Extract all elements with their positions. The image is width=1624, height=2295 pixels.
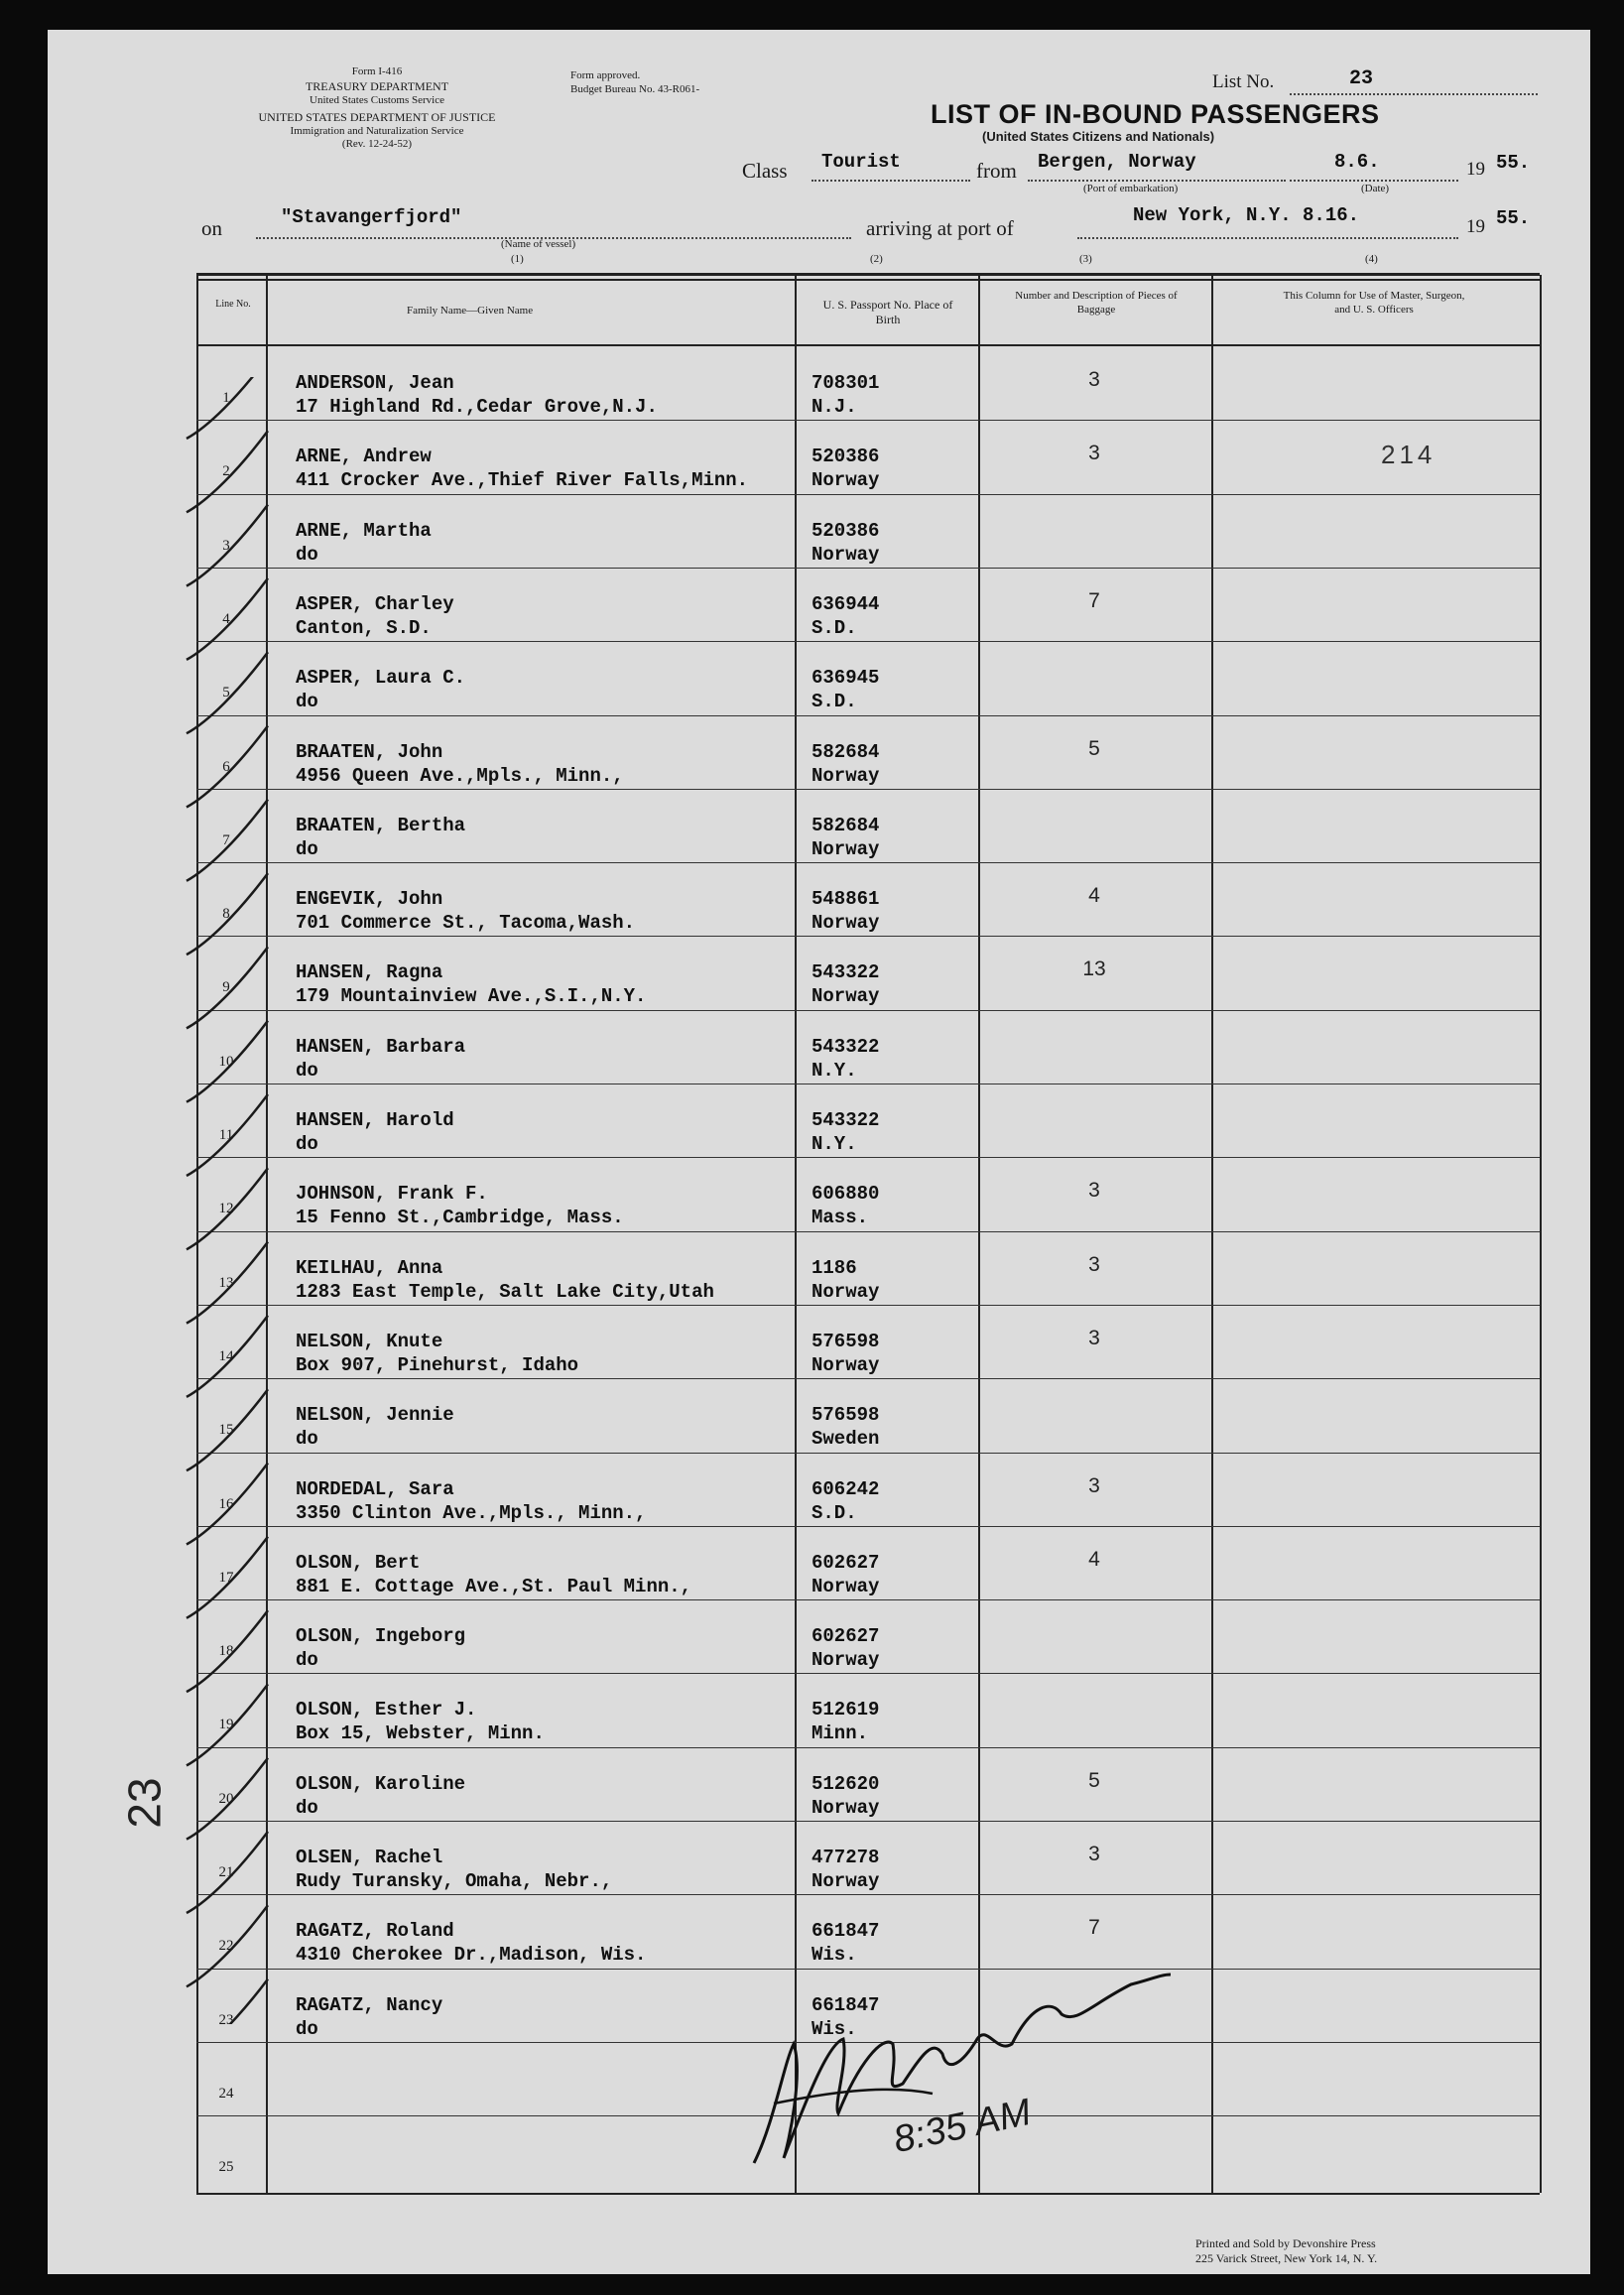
passenger-name: RAGATZ, Nancy [296, 1993, 443, 2016]
table-row [196, 641, 1540, 714]
passport-number: 512619 [812, 1699, 880, 1721]
place-of-birth: Norway [812, 1280, 880, 1303]
passport-number: 582684 [812, 814, 880, 836]
check-mark [187, 505, 268, 586]
check-mark [187, 1979, 268, 2024]
place-of-birth: Mass. [812, 1207, 869, 1229]
place-of-birth: Norway [812, 985, 880, 1008]
line-number: 23 [218, 2011, 234, 2028]
customs-service: United States Customs Service [310, 93, 444, 106]
embarkation-port: Bergen, Norway [1038, 151, 1196, 173]
passenger-address: 4956 Queen Ave.,Mpls., Minn., [296, 764, 624, 787]
passenger-address: 17 Highland Rd.,Cedar Grove,N.J. [296, 396, 658, 418]
place-of-birth: Norway [812, 764, 880, 787]
col-num-2: (2) [870, 253, 883, 265]
table-row [196, 1010, 1540, 1084]
check-mark [187, 1021, 268, 1102]
check-mark [187, 947, 268, 1028]
table-row [196, 1305, 1540, 1378]
printer-name: Printed and Sold by Devonshire Press [1195, 2236, 1376, 2250]
line-number: 24 [218, 2085, 234, 2102]
place-of-birth: Norway [812, 1353, 880, 1376]
list-no-label: List No. [1212, 71, 1275, 92]
baggage-count: 7 [1088, 588, 1100, 612]
year-value-2: 55. [1496, 207, 1531, 229]
line-number: 3 [222, 537, 230, 554]
passport-number: 602627 [812, 1551, 880, 1574]
arrival-port: New York, N.Y. 8.16. [1133, 204, 1360, 226]
passenger-name: BRAATEN, John [296, 740, 443, 763]
table-row [196, 346, 1540, 420]
passenger-address: 3350 Clinton Ave.,Mpls., Minn., [296, 1501, 647, 1524]
form-block [198, 65, 556, 152]
passport-number: 520386 [812, 446, 880, 468]
check-mark [187, 1610, 268, 1692]
passport-number: 1186 [812, 1256, 857, 1279]
table-row [196, 1157, 1540, 1230]
passenger-name: ARNE, Andrew [296, 446, 432, 468]
passport-number: 582684 [812, 740, 880, 763]
line-number: 19 [218, 1717, 234, 1733]
passport-number: 636945 [812, 667, 880, 690]
check-mark [187, 1389, 268, 1470]
table-row [196, 1231, 1540, 1305]
passenger-address: do [296, 1133, 318, 1155]
check-mark [187, 431, 268, 512]
passenger-address: 179 Mountainview Ave.,S.I.,N.Y. [296, 985, 647, 1008]
passenger-name: HANSEN, Barbara [296, 1035, 466, 1058]
col-header-baggage: Number and Description of Pieces of Baggage [1015, 290, 1178, 316]
passenger-name: NORDEDAL, Sara [296, 1477, 454, 1500]
baggage-count: 3 [1088, 368, 1100, 391]
place-of-birth: N.J. [812, 396, 857, 418]
passenger-name: NELSON, Jennie [296, 1404, 454, 1427]
check-mark [187, 1168, 268, 1249]
check-mark [187, 1905, 268, 1986]
passenger-name: OLSON, Bert [296, 1551, 421, 1574]
place-of-birth: N.Y. [812, 1059, 857, 1082]
place-of-birth: Norway [812, 469, 880, 492]
embarkation-date: 8.6. [1334, 151, 1380, 173]
table-row [196, 494, 1540, 568]
passport-number: 661847 [812, 1993, 880, 2016]
place-of-birth: Norway [812, 912, 880, 935]
page-title: LIST OF IN-BOUND PASSENGERS [931, 99, 1380, 129]
table-row [196, 1526, 1540, 1599]
place-of-birth: Minn. [812, 1722, 869, 1745]
embarkation-caption: (Port of embarkation) [1083, 183, 1179, 194]
printer-address: 225 Varick Street, New York 14, N. Y. [1195, 2251, 1378, 2265]
table-row [196, 1084, 1540, 1157]
col-header-passport: U. S. Passport No. Place of Birth [822, 298, 953, 326]
check-mark [187, 800, 268, 881]
ins-service: Immigration and Naturalization Service [290, 124, 464, 137]
line-number: 11 [218, 1127, 234, 1143]
baggage-count: 13 [1082, 957, 1106, 981]
table-row [196, 1378, 1540, 1452]
margin-page-number: 23 [118, 1777, 171, 1829]
passport-number: 708301 [812, 372, 880, 394]
table-row [196, 1673, 1540, 1746]
passenger-name: ASPER, Laura C. [296, 667, 466, 690]
passport-number: 543322 [812, 961, 880, 984]
check-mark [187, 726, 268, 808]
check-mark [187, 1094, 268, 1176]
passenger-name: NELSON, Knute [296, 1330, 443, 1352]
vessel-caption: (Name of vessel) [501, 238, 576, 250]
baggage-count: 3 [1088, 442, 1100, 465]
passenger-address: 1283 East Temple, Salt Lake City,Utah [296, 1280, 714, 1303]
check-mark [187, 578, 268, 660]
table-row [196, 568, 1540, 641]
on-label: on [201, 216, 222, 240]
baggage-count: 3 [1088, 1326, 1100, 1349]
passport-number: 661847 [812, 1920, 880, 1943]
justice-dept: UNITED STATES DEPARTMENT OF JUSTICE [258, 109, 496, 124]
col-header-name: Family Name—Given Name [407, 305, 534, 317]
line-number: 6 [222, 758, 230, 775]
passport-number: 576598 [812, 1330, 880, 1352]
passenger-name: BRAATEN, Bertha [296, 814, 466, 836]
printer-info [1195, 2236, 1377, 2266]
page-subtitle: (United States Citizens and Nationals) [982, 129, 1215, 144]
baggage-count: 3 [1088, 1473, 1100, 1497]
check-mark [187, 1316, 268, 1397]
check-mark [187, 1832, 268, 1913]
passenger-address: do [296, 837, 318, 860]
line-number: 25 [218, 2159, 234, 2176]
col-num-1: (1) [511, 253, 524, 265]
line-number: 12 [218, 1201, 234, 1217]
passenger-name: HANSEN, Harold [296, 1109, 454, 1131]
check-mark [187, 1537, 268, 1618]
line-number: 4 [222, 610, 230, 627]
year-prefix-2: 19 [1466, 216, 1485, 237]
passport-number: 606242 [812, 1477, 880, 1500]
line-number: 18 [218, 1643, 234, 1660]
check-mark [187, 873, 268, 955]
place-of-birth: Norway [812, 1870, 880, 1892]
line-number: 2 [222, 463, 230, 480]
passenger-name: OLSEN, Rachel [296, 1847, 443, 1868]
line-number: 20 [218, 1790, 234, 1807]
table-row [196, 1747, 1540, 1821]
passenger-address: do [296, 1059, 318, 1082]
passenger-address: do [296, 1649, 318, 1672]
passenger-name: KEILHAU, Anna [296, 1256, 443, 1279]
check-mark [187, 1242, 268, 1324]
place-of-birth: Norway [812, 1649, 880, 1672]
passenger-address: do [296, 691, 318, 713]
place-of-birth: S.D. [812, 616, 857, 639]
passenger-address: Box 907, Pinehurst, Idaho [296, 1353, 579, 1376]
baggage-count: 3 [1088, 1179, 1100, 1203]
arrival-time-note: 8:35 AM [890, 2091, 1035, 2162]
treasury-dept: TREASURY DEPARTMENT [305, 78, 449, 93]
place-of-birth: S.D. [812, 1501, 857, 1524]
passenger-address: Box 15, Webster, Minn. [296, 1722, 545, 1745]
col-header-officers: This Column for Use of Master, Surgeon, and U. S. Officers [1283, 290, 1465, 316]
passenger-name: HANSEN, Ragna [296, 961, 443, 984]
inspector-signature [734, 1945, 1181, 2183]
passport-number: 576598 [812, 1404, 880, 1427]
check-mark [187, 377, 268, 439]
date-caption: (Date) [1361, 183, 1390, 194]
baggage-count: 4 [1088, 884, 1100, 908]
line-number: 7 [222, 831, 230, 848]
line-number: 13 [218, 1274, 234, 1291]
passenger-name: ENGEVIK, John [296, 888, 443, 911]
passenger-name: ANDERSON, Jean [296, 372, 454, 394]
place-of-birth: N.Y. [812, 1133, 857, 1155]
table-row [196, 1821, 1540, 1894]
passenger-address: Rudy Turansky, Omaha, Nebr., [296, 1870, 613, 1892]
passenger-address: Canton, S.D. [296, 616, 432, 639]
form-revision: (Rev. 12-24-52) [341, 138, 413, 151]
form-number: Form I-416 [351, 65, 403, 77]
passenger-name: ASPER, Charley [296, 592, 454, 615]
passenger-name: ARNE, Martha [296, 519, 432, 542]
passport-number: 636944 [812, 592, 880, 615]
line-number: 5 [222, 685, 230, 701]
passenger-address: 411 Crocker Ave.,Thief River Falls,Minn. [296, 469, 749, 492]
baggage-count: 7 [1088, 1916, 1100, 1940]
line-number: 21 [218, 1864, 234, 1880]
passenger-name: JOHNSON, Frank F. [296, 1183, 488, 1206]
place-of-birth: Wis. [812, 1944, 857, 1967]
passenger-name: OLSON, Ingeborg [296, 1625, 466, 1648]
year-value: 55. [1496, 152, 1531, 174]
passenger-address: 15 Fenno St.,Cambridge, Mass. [296, 1207, 624, 1229]
check-mark [187, 1684, 268, 1765]
passport-number: 543322 [812, 1035, 880, 1058]
passenger-address: do [296, 2017, 318, 2040]
list-no-value: 23 [1349, 67, 1374, 90]
place-of-birth: Norway [812, 1575, 880, 1597]
passport-number: 606880 [812, 1183, 880, 1206]
passport-number: 512620 [812, 1772, 880, 1795]
passenger-name: RAGATZ, Roland [296, 1920, 454, 1943]
passport-number: 477278 [812, 1847, 880, 1868]
place-of-birth: Norway [812, 837, 880, 860]
line-number: 9 [222, 979, 230, 996]
class-label: Class [742, 159, 788, 183]
passenger-address: 881 E. Cottage Ave.,St. Paul Minn., [296, 1575, 692, 1597]
approval-block [570, 69, 699, 97]
table-row [196, 715, 1540, 789]
budget-bureau: Budget Bureau No. 43-R061- [570, 82, 700, 95]
baggage-count: 4 [1088, 1547, 1100, 1571]
table-row [196, 1599, 1540, 1673]
passport-number: 543322 [812, 1109, 880, 1131]
col-header-line-no: Line No. [215, 299, 251, 310]
passenger-address: do [296, 1796, 318, 1819]
table-row [196, 862, 1540, 936]
line-number: 22 [218, 1938, 234, 1955]
check-mark [187, 652, 268, 733]
line-number: 16 [218, 1495, 234, 1512]
place-of-birth: Wis. [812, 2017, 857, 2040]
col-num-3: (3) [1079, 253, 1092, 265]
place-of-birth: Norway [812, 1796, 880, 1819]
passenger-address: 4310 Cherokee Dr.,Madison, Wis. [296, 1944, 647, 1967]
form-approved: Form approved. [570, 69, 641, 81]
passport-number: 602627 [812, 1625, 880, 1648]
line-number: 17 [218, 1569, 234, 1586]
vessel-name: "Stavangerfjord" [281, 206, 462, 228]
place-of-birth: Norway [812, 543, 880, 566]
passenger-name: OLSON, Esther J. [296, 1699, 477, 1721]
passport-number: 548861 [812, 888, 880, 911]
place-of-birth: S.D. [812, 691, 857, 713]
table-row [196, 1453, 1540, 1526]
line-number: 14 [218, 1347, 234, 1364]
officer-note: 214 [1381, 440, 1437, 469]
line-number: 15 [218, 1422, 234, 1439]
passenger-address: 701 Commerce St., Tacoma,Wash. [296, 912, 636, 935]
baggage-count: 5 [1088, 1768, 1100, 1792]
place-of-birth: Sweden [812, 1428, 880, 1451]
line-number: 1 [222, 390, 230, 406]
passenger-address: do [296, 1428, 318, 1451]
class-value: Tourist [821, 151, 901, 173]
check-mark [187, 1464, 268, 1545]
col-num-4: (4) [1365, 253, 1378, 265]
table-row [196, 420, 1540, 493]
check-mark [187, 1758, 268, 1840]
year-prefix: 19 [1466, 159, 1485, 180]
baggage-count: 3 [1088, 1252, 1100, 1276]
line-number: 10 [218, 1053, 234, 1070]
passenger-address: do [296, 543, 318, 566]
baggage-count: 3 [1088, 1843, 1100, 1865]
line-number: 8 [222, 906, 230, 923]
passport-number: 520386 [812, 519, 880, 542]
from-label: from [976, 159, 1017, 183]
arriving-label: arriving at port of [866, 216, 1014, 240]
passenger-name: OLSON, Karoline [296, 1772, 466, 1795]
baggage-count: 5 [1088, 736, 1100, 760]
table-row [196, 789, 1540, 862]
table-row [196, 936, 1540, 1009]
check-marks [179, 377, 317, 2024]
